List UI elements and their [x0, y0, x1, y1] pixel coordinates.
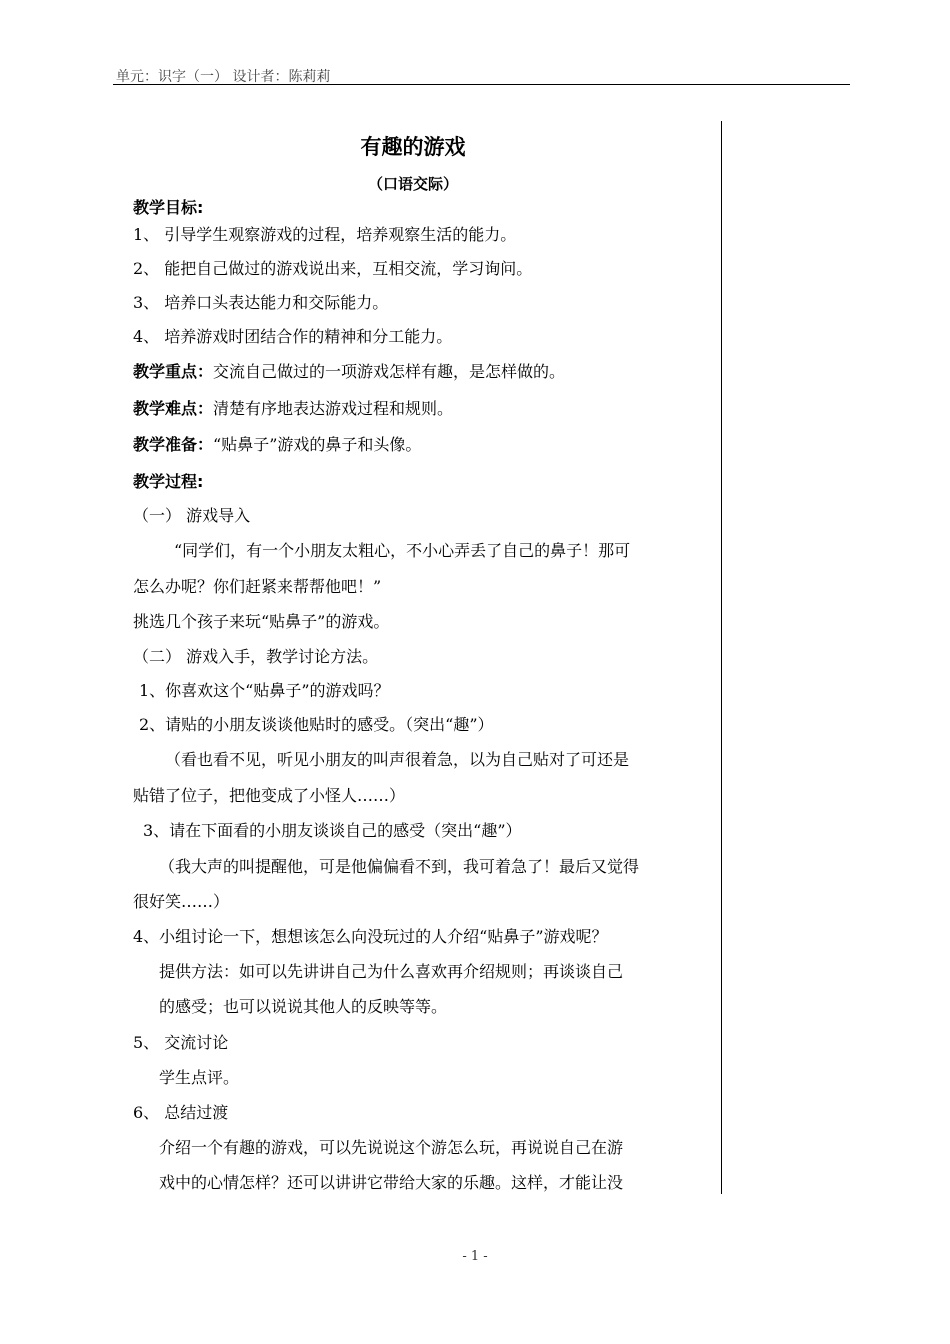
key-point-text: 交流自己做过的一项游戏怎样有趣，是怎样做的。 [213, 362, 566, 381]
process-line: “同学们，有一个小朋友太粗心，不小心弄丢了自己的鼻子！那可 [174, 541, 631, 560]
objective-item: 1、 引导学生观察游戏的过程，培养观察生活的能力。 [133, 225, 517, 244]
process-line: 4、小组讨论一下，想想该怎么向没玩过的人介绍“贴鼻子”游戏呢？ [133, 927, 608, 946]
preparation-row [133, 435, 421, 455]
process-line: 1、你喜欢这个“贴鼻子”的游戏吗？ [139, 681, 390, 700]
process-line: （我大声的叫提醒他，可是他偏偏看不到，我可着急了！最后又觉得 [159, 857, 640, 876]
process-line: 贴错了位子，把他变成了小怪人……） [133, 786, 406, 805]
process-line: 6、 总结过渡 [133, 1103, 229, 1122]
objective-item: 2、 能把自己做过的游戏说出来，互相交流，学习询问。 [133, 259, 533, 278]
process-line: 挑选几个孩子来玩“贴鼻子”的游戏。 [133, 612, 390, 631]
document-subtitle: （口语交际） [367, 175, 458, 193]
process-line: 很好笑……） [133, 892, 230, 911]
process-line: 介绍一个有趣的游戏，可以先说说这个游怎么玩，再说说自己在游 [159, 1138, 624, 1157]
process-line: （一） 游戏导入 [133, 506, 251, 525]
difficulty-text: 清楚有序地表达游戏过程和规则。 [213, 399, 454, 418]
process-line: （二） 游戏入手，教学讨论方法。 [133, 647, 379, 666]
process-line: 2、请贴的小朋友谈谈他贴时的感受。（突出“趣”） [139, 715, 494, 734]
objective-item: 4、 培养游戏时团结合作的精神和分工能力。 [133, 327, 453, 346]
document-title: 有趣的游戏 [360, 135, 466, 159]
preparation-label: 教学准备： [133, 435, 214, 454]
process-line: 提供方法：如可以先讲讲自己为什么喜欢再介绍规则；再谈谈自己 [159, 962, 624, 981]
process-line: 的感受；也可以说说其他人的反映等等。 [159, 997, 448, 1016]
objective-item: 3、 培养口头表达能力和交际能力。 [133, 293, 389, 312]
process-heading: 教学过程: [133, 472, 204, 491]
header-divider [113, 84, 850, 85]
process-line: 5、 交流讨论 [133, 1033, 229, 1052]
process-line: 学生点评。 [159, 1068, 240, 1087]
preparation-text: “贴鼻子”游戏的鼻子和头像。 [213, 435, 422, 454]
process-line: 3、请在下面看的小朋友谈谈自己的感受（突出“趣”） [143, 821, 522, 840]
page-number: - 1 - [462, 1249, 488, 1264]
objectives-heading: 教学目标: [133, 198, 204, 217]
difficulty-label: 教学难点： [133, 399, 214, 418]
key-point-row [133, 362, 565, 382]
process-line: 戏中的心情怎样？还可以讲讲它带给大家的乐趣。这样，才能让没 [159, 1173, 624, 1192]
page-header: 单元：识字（一） 设计者：陈莉莉 [116, 69, 331, 85]
key-point-label: 教学重点： [133, 362, 214, 381]
right-margin-rule [721, 121, 722, 1194]
process-line: 怎么办呢？你们赶紧来帮帮他吧！” [133, 577, 382, 596]
process-line: （看也看不见，听见小朋友的叫声很着急，以为自己贴对了可还是 [165, 750, 630, 769]
difficulty-row [133, 399, 453, 419]
